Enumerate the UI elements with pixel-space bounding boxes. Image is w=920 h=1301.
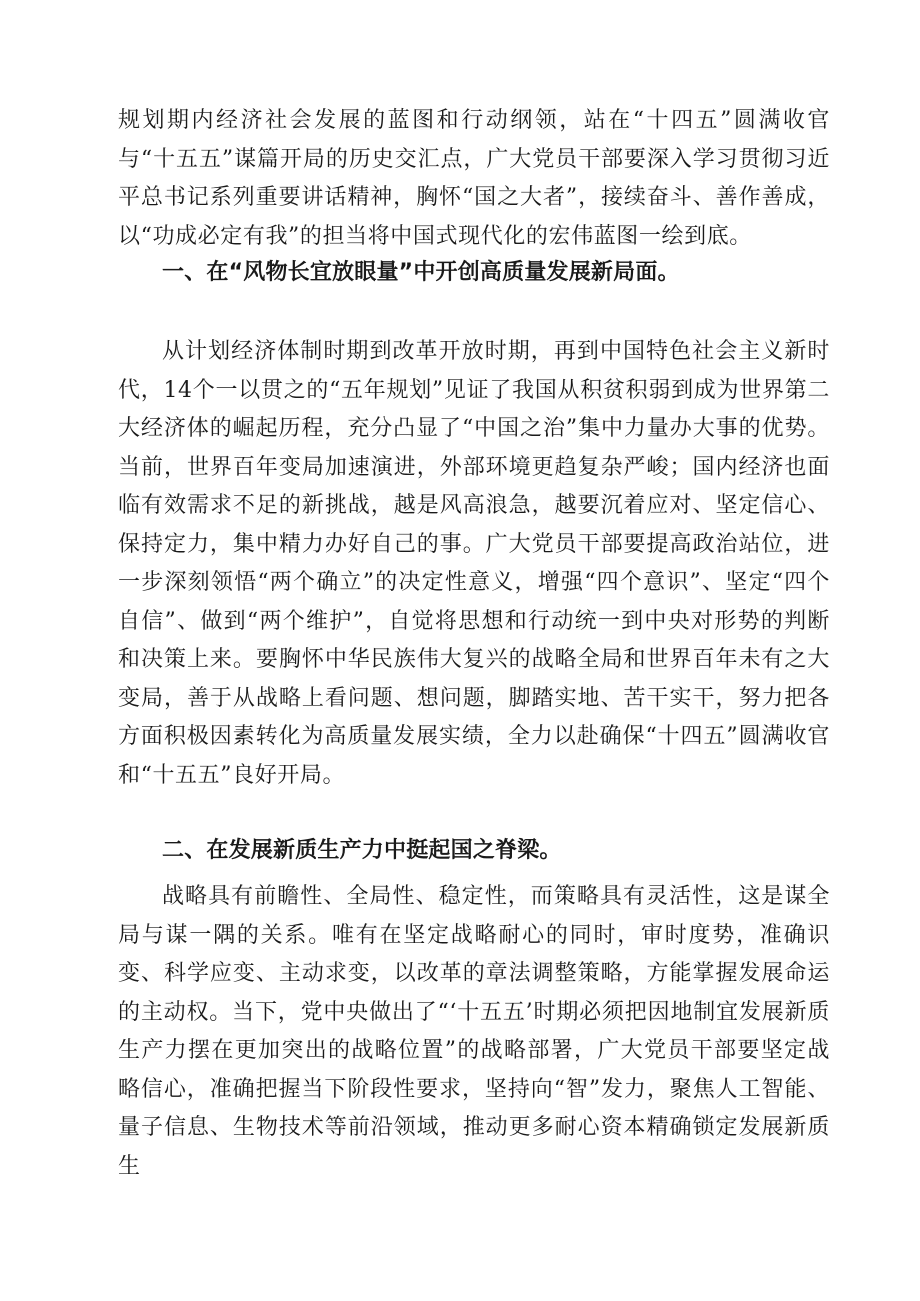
section-heading-1: 一、在“风物长宜放眼量”中开创高质量发展新局面。 (162, 260, 680, 285)
section-heading-2: 二、在发展新质生产力中挺起国之脊梁。 (162, 838, 562, 863)
section-paragraph-1: 从计划经济体制时期到改革开放时期，再到中国特色社会主义新时代，14个一以贯之的“五年规划”见证了我国从积贫积弱到成为世界第二大经济体的崛起历程，充分凸显了“中国之治”集中力量办大事的优势。当前，世界百年变局加速演进，外部环境更趋复杂严峻；国内经济也面临有效需求不足的新挑战，越是风高浪急，越要沉着应对、坚定信心、保持定力，集中精力办好自己的事。广大党员干部要提高政治站位，进一步深刻领悟“两个确立”的决定性意义，增强“四个意识”、坚定“四个自信”、做到“两个维护”，自觉将思想和行动统一到中央对形势的判断和决策上来。要胸怀中华民族伟大复兴的战略全局和世界百年未有之大变局，善于从战略上看问题、想问题，脚踏实地、苦干实干，努力把各方面积极因素转化为高质量发展实绩，全力以赴确保“十四五”圆满收官和“十五五”良好开局。 (118, 339, 830, 788)
section-paragraph-2: 战略具有前瞻性、全局性、稳定性，而策略具有灵活性，这是谋全局与谋一隅的关系。唯有在坚定战略耐心的同时，审时度势，准确识变、科学应变、主动求变，以改革的章法调整策略，方能掌握发展命运的主动权。当下，党中央做出了“‘十五五’时期必须把因地制宜发展新质生产力摆在更加突出的战略位置”的战略部署，广大党员干部要坚定战略信心，准确把握当下阶段性要求，坚持向“智”发力，聚焦人工智能、量子信息、生物技术等前沿领域，推动更多耐心资本精确锁定发展新质生 (118, 884, 830, 1179)
intro-paragraph: 规划期内经济社会发展的蓝图和行动纲领，站在“十四五”圆满收官与“十五五”谋篇开局的历史交汇点，广大党员干部要深入学习贯彻习近平总书记系列重要讲话精神，胸怀“国之大者”，接续奋斗、善作善成，以“功成必定有我”的担当将中国式现代化的宏伟蓝图一绘到底。 (118, 108, 830, 249)
